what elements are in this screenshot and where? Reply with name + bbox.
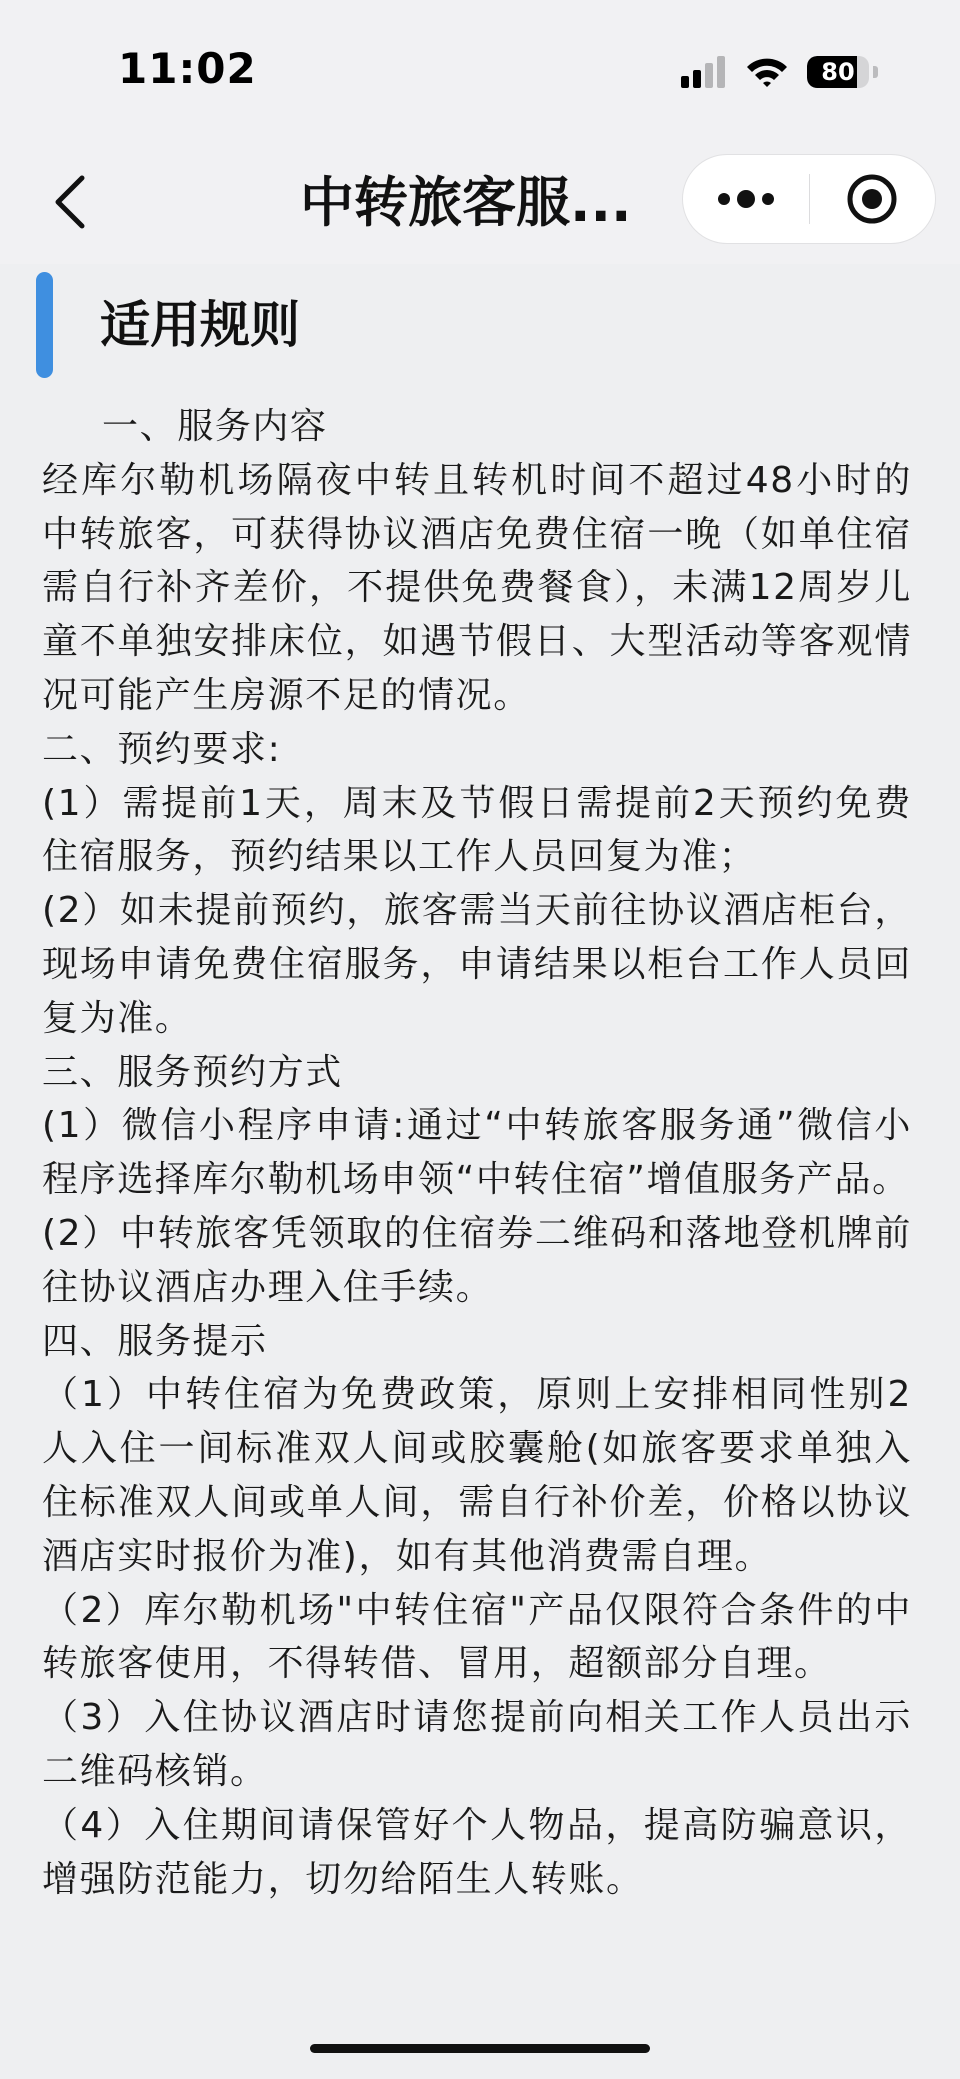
rule-heading-booking-requirements: 二、预约要求: [42, 728, 282, 770]
section-title: 适用规则 [100, 296, 300, 354]
rules-text [42, 400, 912, 1906]
more-dots-icon [716, 189, 776, 209]
rule-paragraph: 经库尔勒机场隔夜中转且转机时间不超过48小时的中转旅客，可获得协议酒店免费住宿一晚（如单住宿需自行补齐差价，不提供免费餐食），未满12周岁儿童不单独安排床位，如遇节假日、大型活动等客观情况可能产生房源不足的情况。 [42, 459, 912, 716]
rule-paragraph: （1）中转住宿为免费政策，原则上安排相同性别2人入住一间标准双人间或胶囊舱(如旅客要求单独入住标准双人间或单人间，需自行补价差，价格以协议酒店实时报价为准)，如有其他消费需自理。 [42, 1374, 912, 1577]
rule-heading-booking-method: 三、服务预约方式 [42, 1051, 343, 1093]
close-mini-program-button[interactable] [810, 155, 936, 243]
rule-paragraph: (2）如未提前预约，旅客需当天前往协议酒店柜台，现场申请免费住宿服务，申请结果以柜台工作人员回复为准。 [42, 890, 912, 1039]
status-icons [681, 52, 878, 92]
section-accent-bar [36, 272, 53, 378]
rule-paragraph: (1）需提前1天，周末及节假日需提前2天预约免费住宿服务，预约结果以工作人员回复为准； [42, 782, 912, 878]
nav-bar [0, 140, 960, 264]
target-circle-icon [846, 173, 898, 225]
status-bar [0, 0, 960, 140]
page-title: 中转旅客服... [300, 171, 632, 234]
battery-icon [807, 56, 869, 88]
rule-heading-service-content: 一、服务内容 [102, 406, 328, 447]
back-button[interactable] [40, 164, 100, 240]
wifi-icon [745, 56, 789, 88]
rules-content[interactable] [0, 264, 960, 2079]
cellular-signal-icon [681, 56, 727, 88]
rule-paragraph: （4）入住期间请保管好个人物品，提高防骗意识，增强防范能力，切勿给陌生人转账。 [42, 1804, 912, 1900]
rule-paragraph: （2）库尔勒机场"中转住宿"产品仅限符合条件的中转旅客使用，不得转借、冒用，超额部分自理。 [42, 1589, 912, 1685]
battery-level: 80 [821, 58, 855, 86]
rule-paragraph: (2）中转旅客凭领取的住宿券二维码和落地登机牌前往协议酒店办理入住手续。 [42, 1212, 912, 1308]
rule-paragraph: （3）入住协议酒店时请您提前向相关工作人员出示二维码核销。 [42, 1697, 912, 1792]
more-button[interactable] [683, 155, 809, 243]
home-indicator[interactable] [310, 2044, 650, 2053]
battery-cap [873, 66, 878, 78]
rule-paragraph: (1）微信小程序申请:通过“中转旅客服务通”微信小程序选择库尔勒机场申领“中转住宿”增值服务产品。 [42, 1105, 912, 1201]
mini-program-capsule [682, 154, 936, 244]
status-time: 11:02 [118, 44, 257, 93]
chevron-left-icon [52, 174, 88, 230]
rule-heading-service-tips: 四、服务提示 [42, 1320, 268, 1362]
